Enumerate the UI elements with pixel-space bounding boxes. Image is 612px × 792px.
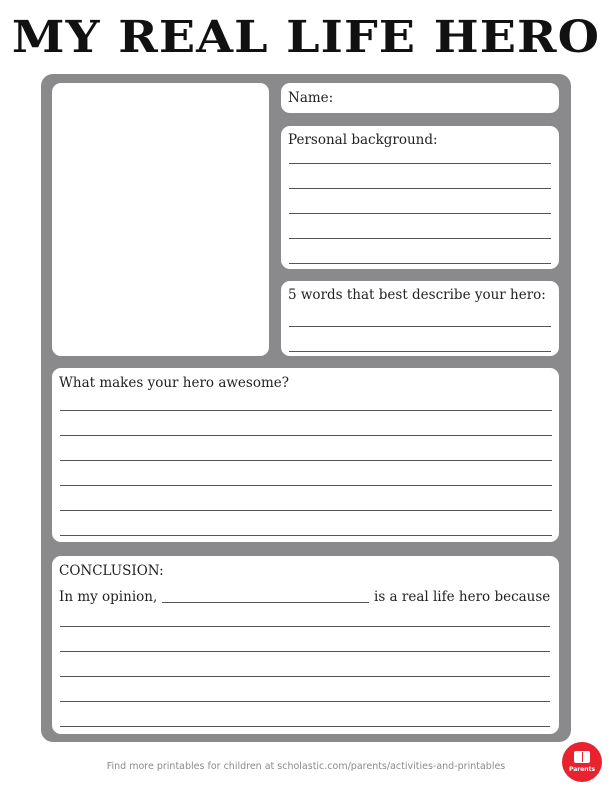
writing-line[interactable] — [289, 263, 551, 264]
writing-line[interactable] — [60, 626, 550, 627]
five-words-label: 5 words that best describe your hero: — [288, 287, 546, 303]
writing-line[interactable] — [60, 651, 550, 652]
hero-name-line[interactable] — [162, 602, 369, 603]
book-icon — [574, 751, 590, 763]
personal-background-box — [281, 126, 559, 269]
writing-line[interactable] — [60, 410, 552, 411]
writing-line[interactable] — [289, 163, 551, 164]
writing-line[interactable] — [289, 188, 551, 189]
name-label: Name: — [288, 90, 334, 106]
writing-line[interactable] — [60, 726, 550, 727]
writing-line[interactable] — [60, 435, 552, 436]
writing-line[interactable] — [289, 238, 551, 239]
footer — [0, 761, 612, 772]
five-words-box — [281, 281, 559, 356]
footer-text: Find more printables for children at — [106, 761, 278, 772]
writing-line[interactable] — [60, 460, 552, 461]
conclusion-heading: CONCLUSION: — [59, 563, 164, 579]
conclusion-prefix: In my opinion, — [59, 589, 158, 605]
writing-line[interactable] — [60, 485, 552, 486]
writing-line[interactable] — [289, 351, 551, 352]
awesome-label: What makes your hero awesome? — [59, 375, 290, 391]
writing-line[interactable] — [60, 510, 552, 511]
personal-background-label: Personal background: — [288, 132, 438, 148]
conclusion-suffix: is a real life hero because — [374, 589, 551, 605]
writing-line[interactable] — [60, 535, 552, 536]
badge-label: Parents — [568, 766, 596, 773]
writing-line[interactable] — [60, 701, 550, 702]
writing-line[interactable] — [60, 676, 550, 677]
writing-line[interactable] — [289, 213, 551, 214]
name-box[interactable] — [281, 83, 559, 113]
page-title: MY REAL LIFE HERO — [11, 12, 601, 63]
conclusion-box — [52, 556, 559, 734]
awesome-box — [52, 368, 559, 542]
footer-link[interactable]: scholastic.com/parents/activities-and-printables — [277, 761, 506, 772]
parents-badge[interactable] — [562, 742, 602, 782]
hero-picture-box[interactable] — [52, 83, 269, 356]
writing-line[interactable] — [289, 326, 551, 327]
